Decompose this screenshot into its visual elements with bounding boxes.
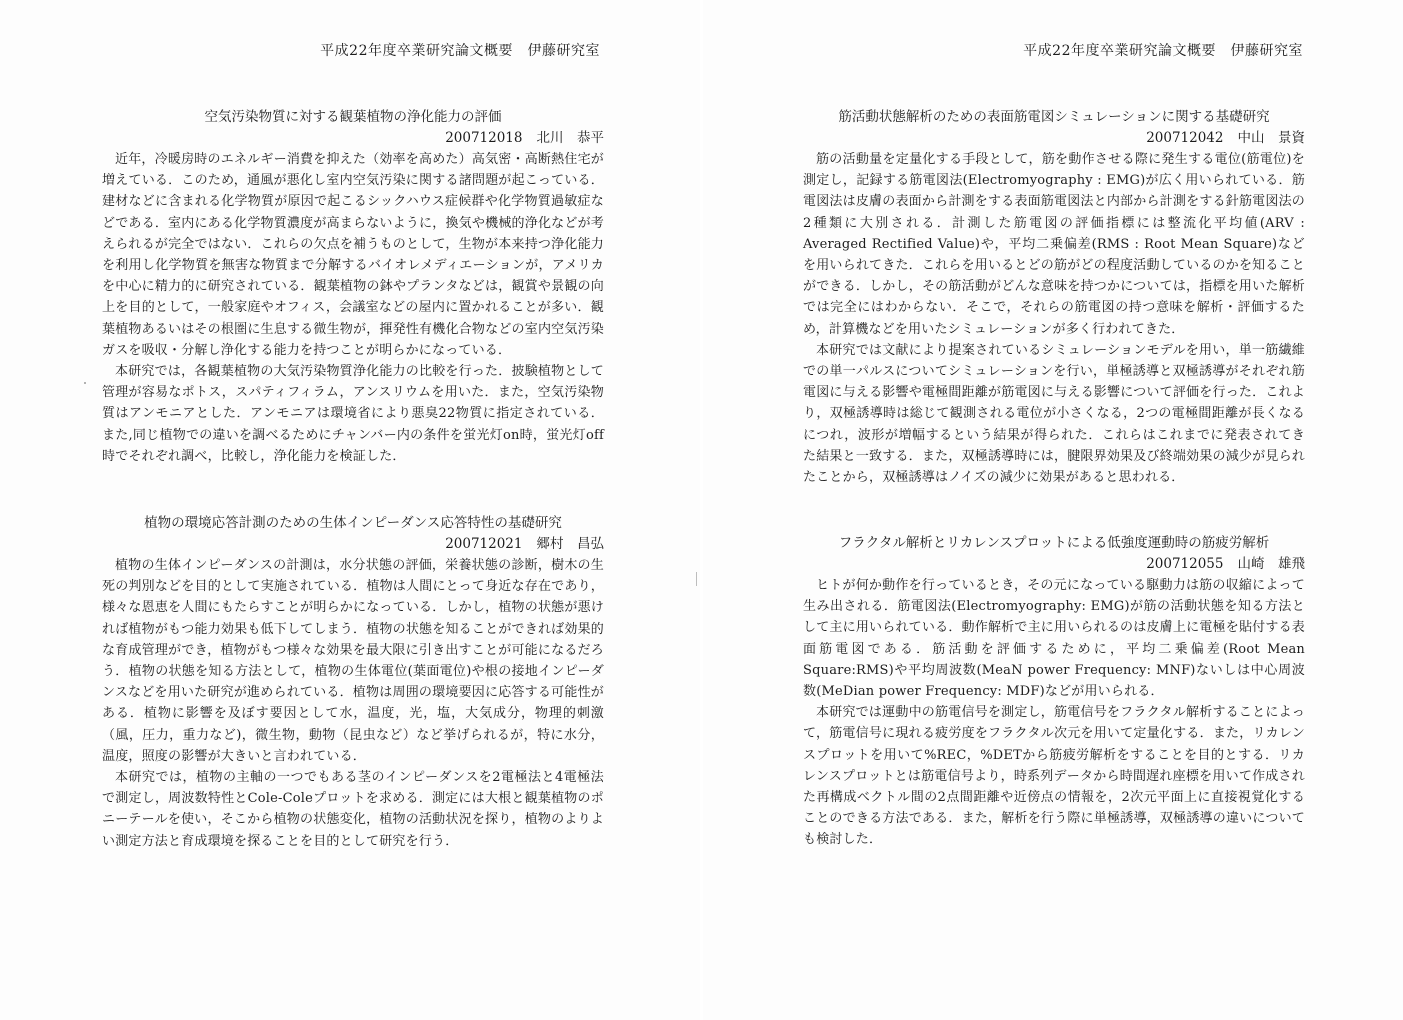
student-id: 200712055 [1146,556,1224,572]
paragraph: 本研究では文献により提案されているシミュレーションモデルを用い，単一筋繊維での単一パルスについてシミュレーションを行い，単極誘導と双極誘導がそれぞれ筋電図に与える影響や電極間距離が筋電図に与える影響について評価を行った．これより，双極誘導時は総じて観測される電位が小さくなる，2つの電極間距離が長くなるにつれ，波形が増幅するという結果が得られた．これらはこれまでに発表されてきた結果と一致する．また，双極誘導時には，腱限界効果及び終端効果の減少が見られたことから，双極誘導はノイズの減少に効果があると思われる． [803,342,1305,486]
author-name: 北川 恭平 [536,130,604,146]
author-line [803,129,1305,147]
student-id: 200712018 [445,130,523,146]
article-title: 空気汚染物質に対する観葉植物の浄化能力の評価 [204,109,502,125]
author-line [102,535,604,553]
article-1 [102,108,604,467]
left-page [0,0,700,1020]
article-title: 植物の環境応答計測のための生体インピーダンス応答特性の基礎研究 [144,515,562,531]
article-3 [803,108,1305,488]
author-name: 郷村 昌弘 [536,536,604,552]
author-line [102,129,604,147]
paragraph: 近年，冷暖房時のエネルギー消費を抑えた（効率を高めた）高気密・高断熱住宅が増えている．このため，通風が悪化し室内空気汚染に関する諸問題が起こっている．建材などに含まれる化学物質が原因で起こるシックハウス症候群や化学物質過敏症などである．室内にある化学物質濃度が高まらないように，換気や機械的浄化などが考えられるが完全ではない．これらの欠点を補うものとして，生物が本来持つ浄化能力を利用し化学物質を無害な物質まで分解するバイオレメディエーションが，アメリカを中心に精力的に研究されている．観葉植物の鉢やプランタなどは，観賞や景観の向上を目的として，一般家庭やオフィス，会議室などの屋内に置かれることが多い．観葉植物あるいはその根圏に生息する微生物が，揮発性有機化合物などの室内空気汚染ガスを吸収・分解し浄化する能力を持つことが明らかになっている． [102,152,604,358]
right-page [703,0,1403,1020]
author-name: 山崎 雄飛 [1237,556,1305,572]
paragraph: 本研究では運動中の筋電信号を測定し，筋電信号をフラクタル解析することによって，筋電信号に現れる疲労度をフラクタル次元を用いて定量化する．また，リカレンスプロットを用いて%REC，%DETから筋疲労解析をすることを目的とする．リカレンスプロットとは筋電信号より，時系列データから時間遅れ座標を用いて作成された再構成ベクトル間の2点間距離や近傍点の情報を，2次元平面上に直接視覚化することのできる方法である．また，解析を行う際に単極誘導，双極誘導の違いについても検討した． [803,705,1305,848]
scan-speck [84,382,86,384]
student-id: 200712042 [1146,130,1224,146]
paragraph: 筋の活動量を定量化する手段として，筋を動作させる際に発生する電位(筋電位)を測定し，記録する筋電図法(Electromyography : EMG)が広く用いられている．筋電図法は皮膚の表面から計測をする表面筋電図法と内部から計測をする針筋電図法の2種類に大別される．計測した筋電図の評価指標には整流化平均値(ARV : Averaged Rectified Value)や，平均二乗偏差(RMS : Root Mean Square)などを用いられてきた．これらを用いるとどの筋がどの程度活動しているのかを知ることができる．しかし，その筋活動がどんな意味を持つかについては，指標を用いた解析では完全にはわからない．そこで，それらの筋電図の持つ意味を解析・評価するため，計算機などを用いたシミュレーションが多く行われてきた． [803,152,1305,337]
article-4 [803,534,1305,851]
paragraph: ヒトが何か動作を行っているとき，その元になっている駆動力は筋の収縮によって生み出される．筋電図法(Electromyography: EMG)が筋の活動状態を知る方法として主に用いられている．動作解析で主に用いられるのは皮膚上に電極を貼付する表面筋電図である．筋活動を評価するために，平均二乗偏差(Root Mean Square:RMS)や平均周波数(MeaN power Frequency: MNF)ないしは中心周波数(MeDian power Frequency: MDF)などが用いられる． [803,578,1305,700]
page-header: 平成22年度卒業研究論文概要 伊藤研究室 [320,43,600,59]
paragraph: 本研究では，植物の主軸の一つでもある茎のインピーダンスを2電極法と4電極法で測定し，周波数特性とCole-Coleプロットを求める．測定には大根と観葉植物のポニーテールを使い，そこから植物の状態変化，植物の活動状況を探り，植物のよりよい測定方法と育成環境を探ることを目的として研究を行う． [102,770,604,849]
paragraph: 本研究では，各観葉植物の大気汚染物質浄化能力の比較を行った．披験植物として管理が容易なポトス，スパティフィラム，アンスリウムを用いた．また，空気汚染物質はアンモニアとした．アンモニアは環境省により悪臭22物質に指定されている．また,同じ植物での違いを調べるためにチャンバー内の条件を蛍光灯on時，蛍光灯off時でそれぞれ調べ，比較し，浄化能力を検証した． [102,364,604,464]
author-name: 中山 景資 [1237,130,1305,146]
author-line [803,555,1305,573]
article-2 [102,514,604,852]
article-title: 筋活動状態解析のための表面筋電図シミュレーションに関する基礎研究 [838,109,1270,125]
paragraph: 植物の生体インピーダンスの計測は，水分状態の評価，栄養状態の診断，樹木の生死の判別などを目的として実施されている．植物は人間にとって身近な存在であり，様々な恩恵を人間にもたらすことが明らかになっている．しかし，植物の状態が悪ければ植物がもつ能力効果も低下してしまう．植物の状態を知ることができれば効果的な育成管理ができ，植物がもつ様々な効果を最大限に引き出すことが可能になるだろう．植物の状態を知る方法として，植物の生体電位(葉面電位)や根の接地インピーダンスなどを用いた研究が進められている．植物は周囲の環境要因に応答する可能性がある．植物に影響を及ぼす要因として水，温度，光，塩，大気成分，物理的刺激（風，圧力，重力など)，微生物，動物（昆虫など）など挙げられるが，特に水分，温度，照度の影響が大きいと言われている． [102,558,604,764]
student-id: 200712021 [445,536,523,552]
page-header: 平成22年度卒業研究論文概要 伊藤研究室 [1023,43,1303,59]
article-title: フラクタル解析とリカレンスプロットによる低強度運動時の筋疲労解析 [838,535,1270,551]
page-gutter-mark [696,572,697,586]
